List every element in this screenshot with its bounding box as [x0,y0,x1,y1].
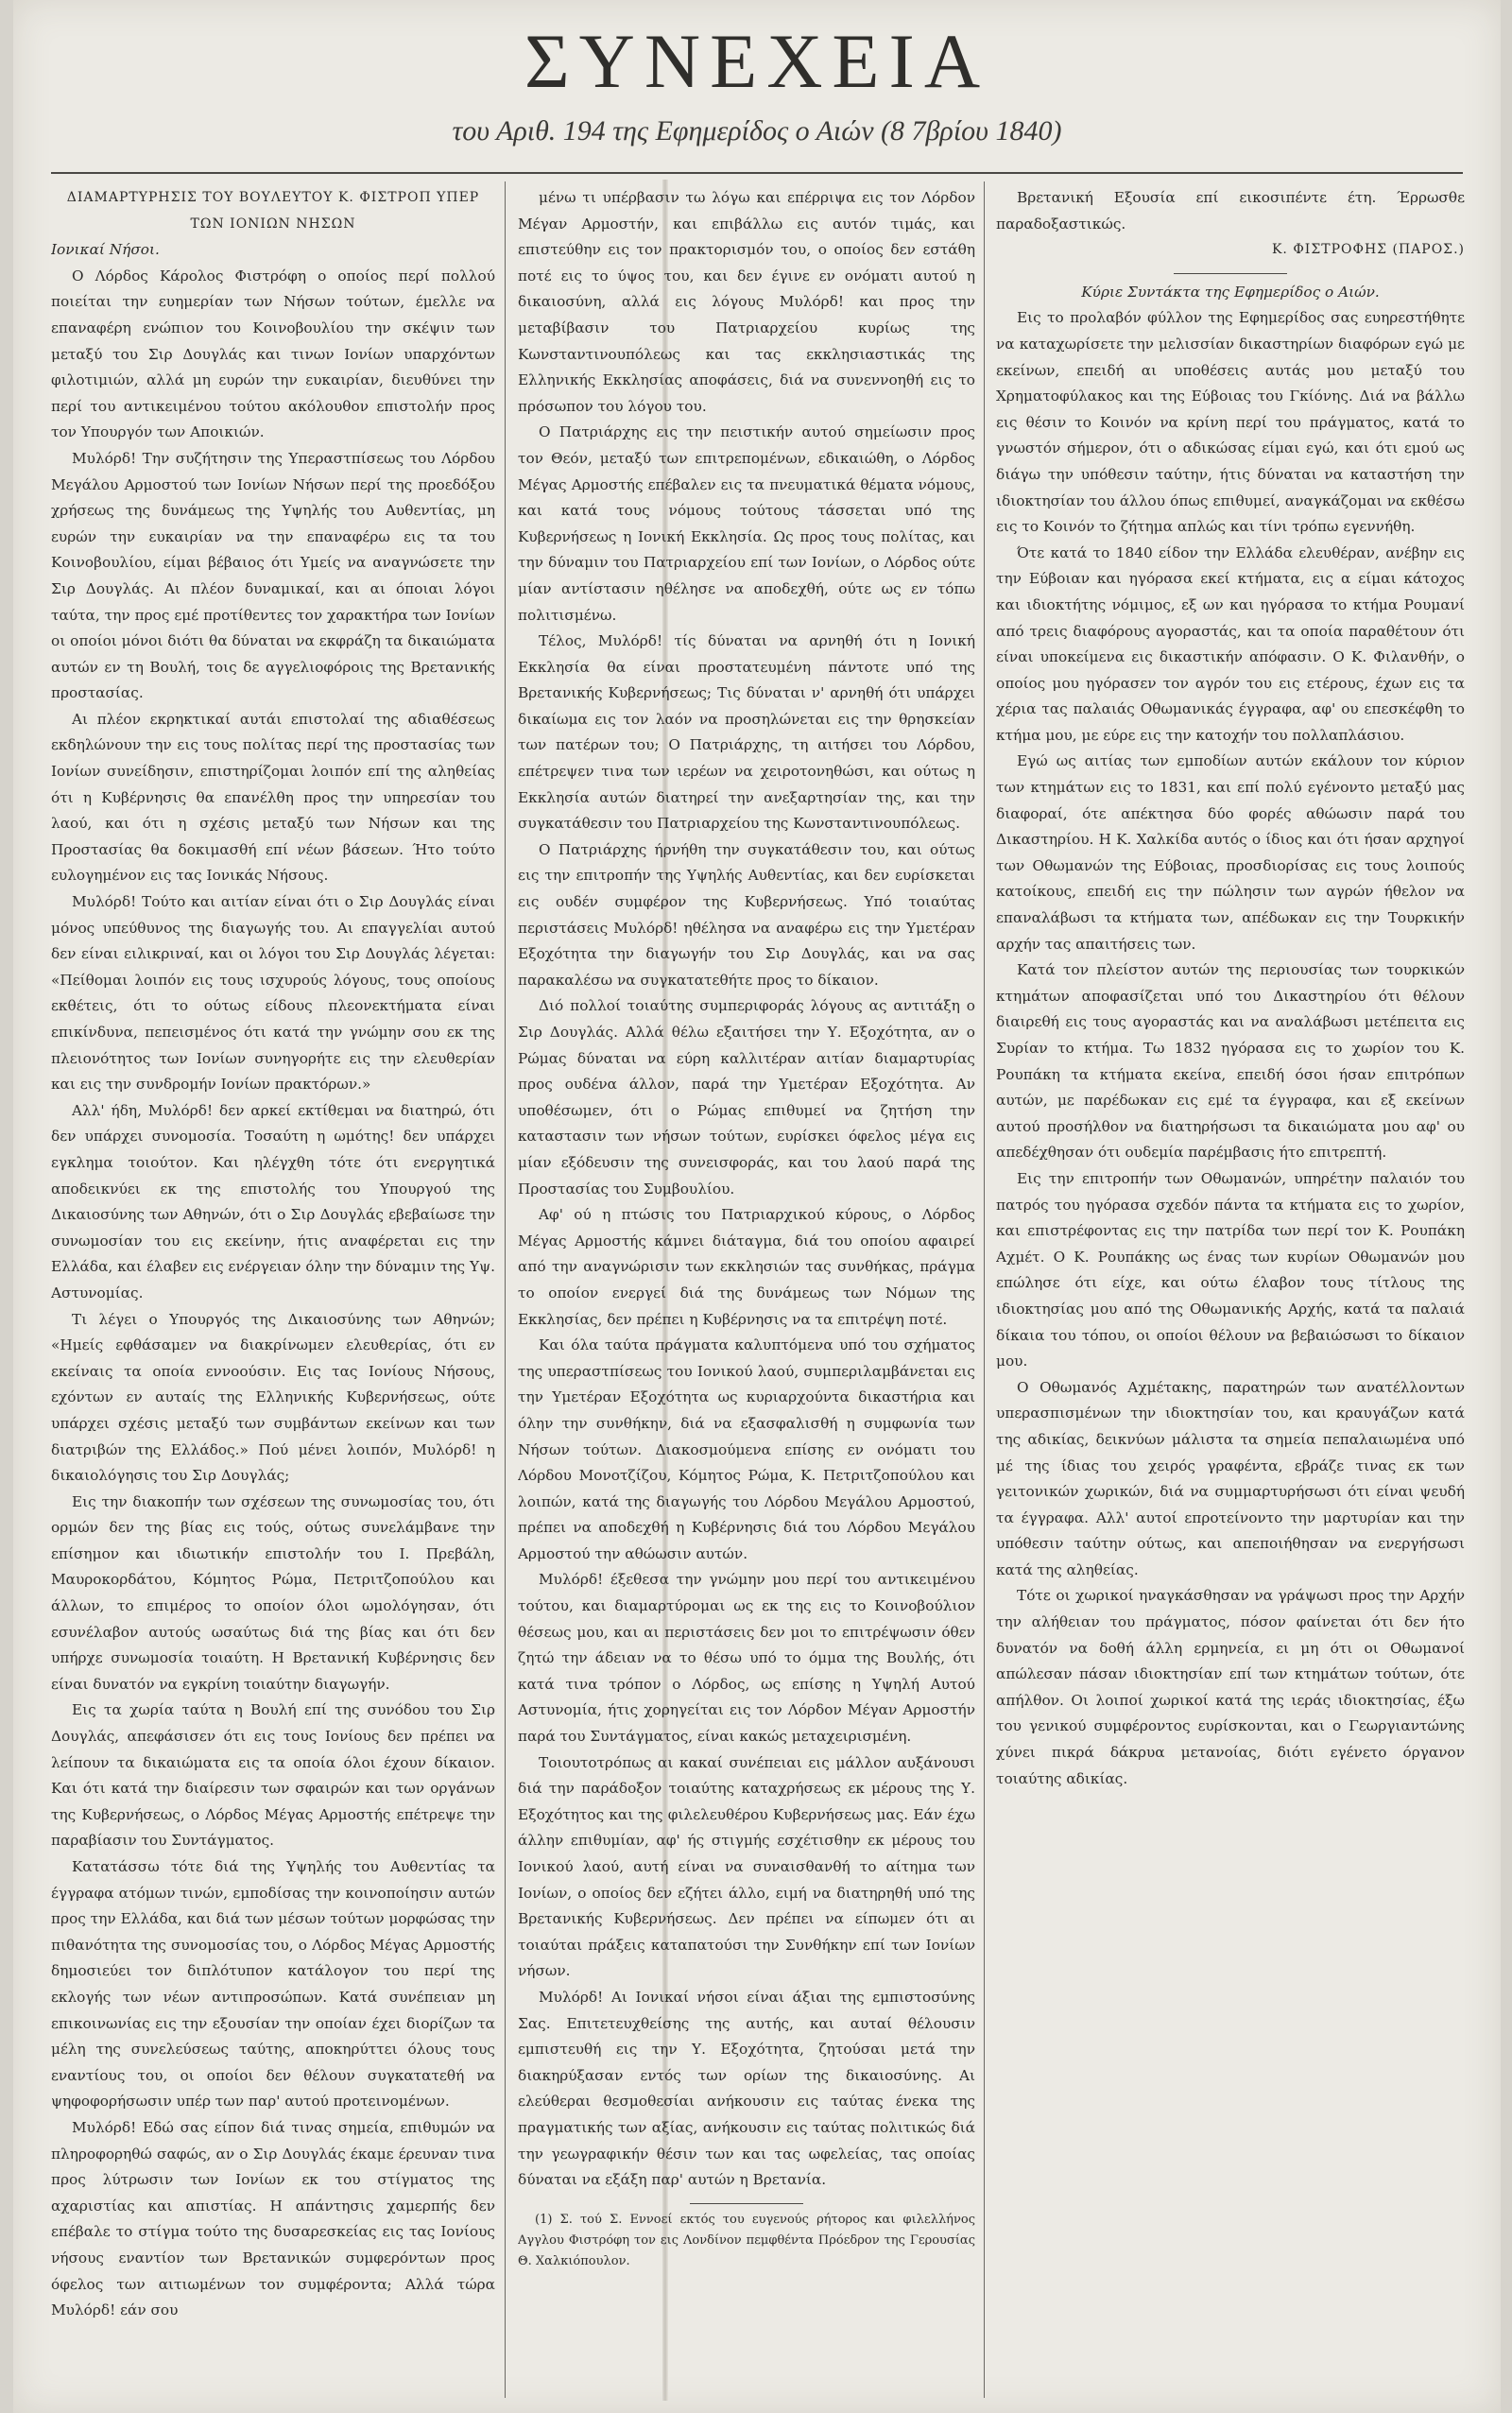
footnote-rule [690,2203,803,2204]
paragraph: Αι πλέον εκρηκτικαί αυτάι επιστολαί της αδιαθέσεως εκδηλώνουν την εις τους πολίτας περί της προστασίας των Ιονίων συνείδησιν, επιστηρίζομαι λοιπόν επί της αληθείας ότι η Κυβέρνησις θα επανέλθη προς την υπηρεσίαν του λαού, και ότι η σχέσις μεταξύ των Νήσων και της Προστασίας θα δοκιμασθή επί νέων βάσεων. Ήτο τούτο ευλογημένον εις τας Ιονικάς Νήσους. [51,710,495,885]
paragraph: Τότε οι χωρικοί ηναγκάσθησαν να γράψωσι προς την Αρχήν την αλήθειαν του πράγματος, πόσον φαίνεται ότι δεν ήτο δυνατόν να δοθή άλλη ερμηνεία, ει μη ότι οι Οθωμανοί απώλεσαν πάσαν ιδιοκτησίαν επί των κτημάτων τούτων, ότε απήλθον. Οι λοιποί χωρικοί κατά της ιεράς ιδιοκτησίας, έξω του γενικού συμφέροντος ευρίσκονται, και ο Γεωργιαντώνης χύνει πικρά δάκρυα μετανοίας, διότι εγένετο όργανον τοιαύτης αδικίας. [996,1587,1465,1787]
paragraph: Εις την διακοπήν των σχέσεων της συνωμοσίας του, ότι ορμών δεν της βίας εις τούς, ούτως συνελάμβανε την επίσημον και ιδιωτικήν επιστολήν του Ι. Πρεβάλη, Μαυροκορδάτου, Κόμητος Ρώμα, Πετριτζοπούλου και άλλων, το επιμέρος το οποίον όλοι ωμολόγησαν, ότι εσυνέλαβον αυτούς ωσαύτως διά της βίας και ότι δεν υπήρχε συνωμοσία τοιαύτη. Η Βρετανική Κυβέρνησις δεν είναι δυνατόν να εγκρίνη τοιαύτην διαγωγήν. [51,1492,495,1693]
paragraph: Κατατάσσω τότε διά της Υψηλής του Αυθεντίας τα έγγραφα ατόμων τινών, εμποδίσας την κοινοποίησιν αυτών προς την Ελλάδα, και διά των μέσων τούτων μορφώσας την πιθανότητα της συνομοσίας του, ο Λόρδος Μέγας Αρμοστής δημοσιεύει τον διπλότυπον κατάλογον του περί της εκλογής των νέων αντιπροσώπων. Κατά συνέπειαν μη επικοινωνίας εις την εξουσίαν την οποίαν έχει διορίζων τα μέλη της συνελεύσεως ταύτης, αποκηρύττει όλους τους εναντίους του, οι οποίοι δεν θέλουν συγκατατεθή να ψηφοφορήσωσιν υπέρ των παρ' αυτού προτεινομένων. [51,1858,495,2111]
masthead-title: ΣΥΝΕΧΕΙΑ [524,18,990,104]
paragraph: Ο Οθωμανός Αχμέτακης, παρατηρών των ανατέλλοντων υπερασπισμένων την ιδιοκτησίαν του, και κραυγάζων κατά της αδικίας, δεικνύων μάλιστα τα σημεία πεπαλαιωμένα υπό μέ της ίδιας του χειρός γραφέντα, εβράζε τινας εκ των γειτονικών χωρικών, διά να συμμαρτυρήσωσι ότι είναι ψευδή τα έγγραφα. Αλλ' αυτοί επροτείνοντο την μαρτυρίαν και την υπόθεσιν ταύτην ούτως, και απεποιήθησαν να ενεργήσωσι κατά της αληθείας. [996,1378,1465,1578]
paragraph: Ότε κατά το 1840 είδον την Ελλάδα ελευθέραν, ανέβην εις την Εύβοιαν και ηγόρασα εκεί κτήματα, εις α είμαι κάτοχος και ιδιοκτήτης νόμιμος, εξ ων και ηγόρασα το κτήμα Ρουμανί από τρεις διαφόρους αγοραστάς, και τα οποία παραθέτουν ότι είναι υποκείμενα εις δικαστικήν απόφασιν. Ο Κ. Φιλανθήν, ο οποίος μου ηγόρασεν τον αγρόν του εις ετέρους, έχων εις τα χέρια τας παλαιάς Οθωμανικάς έγγραφα, αφ' ου επεσκέφθη το κτήμα μου, με εύρε εις την κατοχήν του πολλαπλάσιου. [996,543,1465,744]
article-column-3 [996,185,1465,2397]
paragraph: Αλλ' ήδη, Μυλόρδ! δεν αρκεί εκτίθεμαι να διατηρώ, ότι δεν υπάρχει συνομοσία. Τοσαύτη η ωμότης! δεν υπάρχει εγκλημα τοιούτον. Και ηλέγχθη τότε ότι ενεργητικά αποδεικνύει εκ της επιστολής του Υπουργού της Δικαιοσύνης των Αθηνών, ότι ο Σιρ Δουγλάς εβεβαίωσε την συνωμοσίαν του εις εκείνην, ήτις αναφέρεται εις την Ελλάδα, και έλαβεν εις ενέργειαν όλην την δύναμιν της Υψ. Αστυνομίας. [51,1101,495,1301]
paragraph: Κατά τον πλείστον αυτών της περιουσίας των τουρκικών κτημάτων αποφασίζεται υπό του Δικαστηρίου ότι θέλουν διαιρεθή εις τους αγοραστάς και να αναλάβωσι μετέπειτα εις Συρίαν το κτήμα. Τω 1832 ηγόρασα εις το χωρίον του Κ. Ρουπάκη τα κτήματα εκείνα, επειδή όσοι ήσαν επιτρόπων αυτών, με παρέδωκαν εις εμέ τα έγγραφα, και εξ εκείνων αυτού προσήλθον να διατηρήσωσι τα δικαιώματα μου αφ' ου απεδέχθησαν ότι ουδεμία παρέμβασις ήτο επιτρεπτή. [996,961,1465,1162]
masthead-rule [51,172,1463,174]
paragraph: Τέλος, Μυλόρδ! τίς δύναται να αρνηθή ότι η Ιονική Εκκλησία θα είναι προστατευμένη πάντοτε υπό της Βρετανικής Κυβερνήσεως; Τις δύναται ν' αρνηθή ότι υπάρχει δικαίωμα εις τον λαόν να προσηλώνεται εις την θρησκείαν των πατέρων του; Ο Πατριάρχης, τη αιτήσει του Λόρδου, επέτρεψεν τινα των ιερέων να χειροτονηθώσι, και ούτως η Εκκλησία αυτών διατηρεί την ανεξαρτησίαν της, και την συγκατάθεσιν του Πατριαρχείου της Κωνσταντινουπόλεως. [518,632,975,833]
column-divider [984,181,985,2398]
letter-closing: Βρετανική Εξουσία επί εικοσιπέντε έτη. Έρρωσθε παραδοξαστικώς. [996,189,1465,233]
paragraph: Μυλόρδ! έξεθεσα την γνώμην μου περί του αντικειμένου τούτου, και διαμαρτύρομαι ως εκ της εις το Κοινοβούλιον θέσεως μου, και αι περιστάσεις δεν μοι το επιτρέψωσιν όθεν ζητώ την άδειαν να το θέσω υπό το όμμα της Βουλής, ότι κατά τινα τρόπον ο Λόρδος, ως επίσης η Υψηλή Αυτού Αστυνομία, ήτις χορηγείται εις τον Λόρδον Μέγαν Αρμοστήν παρά του Συντάγματος, είναι κακώς μεταχειρισμένη. [518,1571,975,1746]
column-divider [505,181,506,2398]
paragraph: Εις τα χωρία ταύτα η Βουλή επί της συνόδου του Σιρ Δουγλάς, απεφάσισεν ότι εις τους Ιονίους δεν πρέπει να λείπουν τα δικαιώματα εις τα οποία όλοι έχουν δίκαιον. Και ότι κατά την διαίρεσιν των σφαιρών και των οργάνων της Κυβερνήσεως, ο Λόρδος Μέγας Αρμοστής επέτρεψε την παραβίασιν του Συντάγματος. [51,1701,495,1850]
paragraph: Τι λέγει ο Υπουργός της Δικαιοσύνης των Αθηνών; «Ημείς εφθάσαμεν να διακρίνωμεν ελευθερίας, ότι εν εκείναις τα οποία εννοούσιν. Εις τας Ιονίους Νήσους, εχόντων εν αυταίς της Ελληνικής Κυβερνήσεως, ούτε υπάρχει σχέσις μεταξύ των συμβάντων εκείνων και των διατριβών της Ελλάδος.» Πού μένει λοιπόν, Μυλόρδ! η δικαιολόγησις του Σιρ Δουγλάς; [51,1310,495,1485]
paragraph: Ο Πατριάρχης ήρνήθη την συγκατάθεσιν του, και ούτως εις την επιτροπήν της Υψηλής Αυθεντίας, και δεν ευρίσκεται εις ουδέν συμφέρον της Κυβερνήσεως. Υπό τοιαύτας περιστάσεις Μυλόρδ! ηθέλησα να αναφέρω εις την Υμετέραν Εξοχότητα την διαγωγήν του Σιρ Δουγλάς, και να σας παρακαλέσω να συγκατατεθήτε προς το δίκαιον. [518,840,975,989]
paragraph: Εγώ ως αιτίας των εμποδίων αυτών εκάλουν τον κύριον των κτημάτων εις το 1831, και επί πολύ εγένοντο μεταξύ μας διαφοραί, ότε απέκτησα δύο φορές αθώωσιν παρά του Δικαστηρίου. Η Κ. Χαλκίδα αυτός ο ίδιος και ότι ήσαν αρχηγοί των Οθωμανών της Εύβοιας, προσδιορίσας εις τους λοιπούς κατοίκους, επειδή εις την πώλησιν των αγρών ήθελον να επαναλάβωσι τα κτήματα των, απέδωκαν εις την Τουρκικήν αρχήν τας απαιτήσεις των. [996,752,1465,953]
paragraph: Εις την επιτροπήν των Οθωμανών, υπηρέτην παλαιόν του πατρός του ηγόρασα σχεδόν πάντα τα κτήματα εις το χωρίον, και επιστρέφοντας εις την πατρίδα των περί τον Κ. Ρουπάκη Αχμέτ. Ο Κ. Ρουπάκης ως ένας των κυρίων Οθωμανών μου επώλησε ότι είχε, και ούτω έλαβον τους τίτλους της ιδιοκτησίας μου από της Οθωμανικής Αρχής, κατά τα παλαιά δίκαια του τόπου, οι οποίοι θέλουν να βεβαιώσωσι το δίκαιον μου. [996,1169,1465,1370]
article-salutation: Ιονικαί Νήσοι. [51,241,160,259]
paragraph: Εις το προλαβόν φύλλον της Εφημερίδος σας ευηρεστήθητε να καταχωρίσετε την μελισσίαν δικαστηρίων διαφόρων εγώ με εκείνων, επειδή αι υποθέσεις αυτάς μου μεταξύ του Χρηματοφύλακος και της Εύβοιας του Γκίόνης. Διά να βάλλω εις θέσιν το Κοινόν να κρίνη περί του πράγματος, κατά το γνωστόν σήμερον, ότι ο αδικώσας είμαι εγώ, και ότι εμού ως διάγω την υπόθεσιν ταύτην, ήτις δύναται να καταστήση την ιδιοκτησίαν του άλλου όπως επιθυμεί, αναγκάζομαι να εκθέσω εις το Κοινόν το ζήτημα απλώς και τίνι τρόπω εγεννήθη. [996,309,1465,536]
section-rule [1174,273,1287,274]
paragraph: Μυλόρδ! Την συζήτησιν της Υπεραστπίσεως του Λόρδου Μεγάλου Αρμοστού των Ιονίων Νήσων περί της προεδόξου χρήσεως της δυνάμεως της Υψηλής του Αυθεντίας, μη ευρών την ευκαιρίαν να την επαναφέρω εις τα του Κοινοβουλίου, είμαι βέβαιος ότι Υμείς να αναγνώσετε την Σιρ Δουγλάς. Αι πλέον δυναμικαί, και αι όποιαι λόγοι ταύτα, την προς εμέ προτίθεντες τον χαρακτήρα των Ιονίων οι οποίοι μόνοι διότι θα δύναται να εκφράζη τα δικαιώματα αυτών εν τη Βουλή, τοις δε αγγελιοφόροις της Βρετανικής προστασίας. [51,449,495,702]
paragraph: Μυλόρδ! Αι Ιονικαί νήσοι είναι άξιαι της εμπιστοσύνης Σας. Επιτετευχθείσης της αυτής, και αυταί θέλουσιν εμπιστευθή εις την Υ. Εξοχότητα, ζητούσαι μετά την διακηρύξασαν εντός των ορίων της δικαιοσύνης. Αι ελεύθεραι θεσμοθεσίαι ανήκουσιν εις ταύτας ένεκα της πραγματικής των αξίας, ανήκουσιν εις ταύτας πολιτικώς διά την γεωγραφικήν θέσιν των και τας ωφελείας, τας οποίας δύναται να εξάξη παρ' αυτών η Βρετανία. [518,1988,975,2189]
paragraph: Ο Λόρδος Κάρολος Φιστρόφη ο οποίος περί πολλού ποιείται την ευημερίαν των Νήσων τούτων, έμελλε να επαναφέρη ενώπιον του Κοινοβουλίου την σκέψιν των μεταξύ του Σιρ Δουγλάς και τινων Ιονίων υπαρχόντων φιλοτιμιών, αλλά μη ευρών την ευκαιρίαν, διευθύνει την περί του αντικειμένου τούτου ακόλουθον επιστολήν προς τον Υπουργόν των Αποικιών. [51,267,495,441]
footnote: (1) Σ. τού Σ. Εννοεί εκτός του ευγενούς ρήτορος και φιλελλήνος Αγγλου Φιστρόφη τον εις Λονδίνον πεμφθέντα Πρόεδρον της Γερουσίας Θ. Χαλκιόπουλον. [518,2212,975,2268]
article-heading: ΔΙΑΜΑΡΤΥΡΗΣΙΣ ΤΟΥ ΒΟΥΛΕΥΤΟΥ Κ. ΦΙΣΤΡΟΠ ΥΠΕΡ ΤΩΝ ΙΟΝΙΩΝ ΝΗΣΩΝ [66,190,480,232]
paragraph: Μυλόρδ! Τούτο και αιτίαν είναι ότι ο Σιρ Δουγλάς είναι μόνος υπεύθυνος της διαγωγής του. Αι επαγγελίαι αυτού δεν είναι ειλικριναί, και οι λόγοι του Σιρ Δουγλάς λέγεται: «Πείθομαι λοιπόν εις τους ισχυρούς λόγους, τους οποίους εκθέτεις, ότι το ούτως είδους πλεονεκτήματα είναι επικίνδυνα, πεπεισμένος ότι κατά την γνώμην σου εκ της πλειονότητος των Ιονίων συνηγορήτε εις την ελευθερίαν και εις την συνδρομήν Ιονίων πρακτόρων.» [51,893,495,1094]
signature: Κ. ΦΙΣΤΡΟΦΗΣ (ΠΑΡΟΣ.) [1271,242,1465,258]
paragraph: Διό πολλοί τοιαύτης συμπεριφοράς λόγους ας αντιτάξη ο Σιρ Δουγλάς. Αλλά θέλω εξαιτήσει την Υ. Εξοχότητα, αν ο Ρώμας δύναται να εύρη καλλιτέραν αιτίαν διαμαρτυρίας προς ουδένα άλλον, παρά την Υμετέραν Εξοχότητα. Αν υποθέσωμεν, ότι ο Ρώμας επιθυμεί να ζητήση την καταστασιν των νήσων τούτων, ευρίσκει όφελος μέγα εις μίαν εξόδευσιν της συνεισφοράς, και του λαού παρά της Προστασίας του Συμβουλίου. [518,997,975,1198]
paragraph: Ο Πατριάρχης εις την πειστικήν αυτού σημείωσιν προς τον Θεόν, μεταξύ των επιτρεπομένων, εδικαιώθη, ο Λόρδος Μέγας Αρμοστής επέβαλεν εις τα πνευματικά θέματα νόμους, και κατά τους νόμους τούτους τάσσεται υπό της Κυβερνήσεως η Ιονική Εκκλησία. Ως προς τους πολίτας, και την δύναμιν του Πατριαρχείου επί των Ιονίων, ο Λόρδος ούτε μίαν αντίστασιν ηθέλησε να αποδεχθή, ούτε ως εν τόπω πολιτισμένω. [518,423,975,624]
article-column-2 [518,185,975,2397]
paragraph: Αφ' ού η πτώσις του Πατριαρχικού κύρους, ο Λόρδος Μέγας Αρμοστής κάμνει διάταγμα, διά του οποίου αφαιρεί από την αναγνώρισιν των εκκλησιών τας συνθήκας, πράγμα το οποίον ενεργεί διά της δυνάμεως των Νόμων της Εκκλησίας, δεν πρέπει η Κυβέρνησις να τα επιτρέψη ποτέ. [518,1206,975,1328]
paragraph: Μυλόρδ! Εδώ σας είπον διά τινας σημεία, επιθυμών να πληροφορηθώ σαφώς, αν ο Σιρ Δουγλάς έκαμε έρευναν τινα προς λύτρωσιν των Ιονίων εκ του στίγματος της αχαριστίας και απιστίας. Η απάντησις χαμερπής δεν επέβαλε το στίγμα τούτο της δυσαρεσκείας εις τας Ιονίους νήσους εναντίον των Βρετανικών συμφερόντων προς όφελος των αιτιωμένων τον συμφέροντα; Αλλά τώρα Μυλόρδ! εάν σου [51,2118,495,2319]
paragraph: Τοιουτοτρόπως αι κακαί συνέπειαι εις μάλλον αυξάνουσι διά την παράδοξον τοιαύτης καταχρήσεως εκ μέρους της Υ. Εξοχότητος και της φιλελευθέρου Κυβερνήσεως μας. Εάν έχω άλλην επιθυμίαν, αφ' ής στιγμής εσχέτισθην εκ μέρους του Ιονικού λαού, αυτή είναι να συναισθανθή το αίτημα των Ιονίων, ο οποίος δεν εζήτει άλλο, ειμή να διατηρηθή υπό της Βρετανικής Κυβερνήσεως. Δεν πρέπει να είπωμεν ότι αι τοιαύται πράξεις καταπατούσι την Συνθήκην επί των Ιονίων νήσων. [518,1753,975,1980]
newspaper-page [13,0,1501,2413]
letter-salutation: Κύριε Συντάκτα της Εφημερίδος ο Αιών. [1081,283,1380,301]
paragraph: Και όλα ταύτα πράγματα καλυπτόμενα υπό του σχήματος της υπεραστπίσεως του Ιονικού λαού, συμπεριλαμβάνεται εις την Υμετέραν Εξοχότητα ως κυριαρχούντα δικαστήρια και όλην την συνθήκην, διά να εξασφαλισθή η συμφωνία των Νήσων τούτων. Διακοσμούμενα επίσης εν ονόματι του Λόρδου Μονοτζίζου, Κόμητος Ρώμα, Κ. Πετριτζοπούλου και λοιπών, κατά της διαγωγής του Λόρδου Μεγάλου Αρμοστού, πρέπει να αποδεχθή η Κυβέρνησις διά του Λόρδου Μεγάλου Αρμοστού την αθώωσιν αυτών. [518,1336,975,1562]
article-column-1 [51,185,495,2397]
dateline: του Αριθ. 194 της Εφημερίδος ο Αιών (8 7βρίου 1840) [452,115,1062,147]
paragraph: μένω τι υπέρβασιν τω λόγω και επέρριψα εις τον Λόρδον Μέγαν Αρμοστήν, και επιβάλλω εις αυτόν τιμάς, και επιστεύθην εις τον πρακτορισμόν του, ο οποίος δεν εστάθη ποτέ εις το ύψος του, και δεν έγινε εν ονόματι αυτού η δικαιοσύνη, αλλά εις λόγους Μυλόρδ! και προς την μεταβίβασιν του Πατριαρχείου κυρίως της Κωνσταντινουπόλεως και τας εκκλησιαστικάς της Ελληνικής Εκκλησίας αποφάσεις, διά να συνεννοηθή εις το πρόσωπον του λόγου του. [518,189,975,415]
